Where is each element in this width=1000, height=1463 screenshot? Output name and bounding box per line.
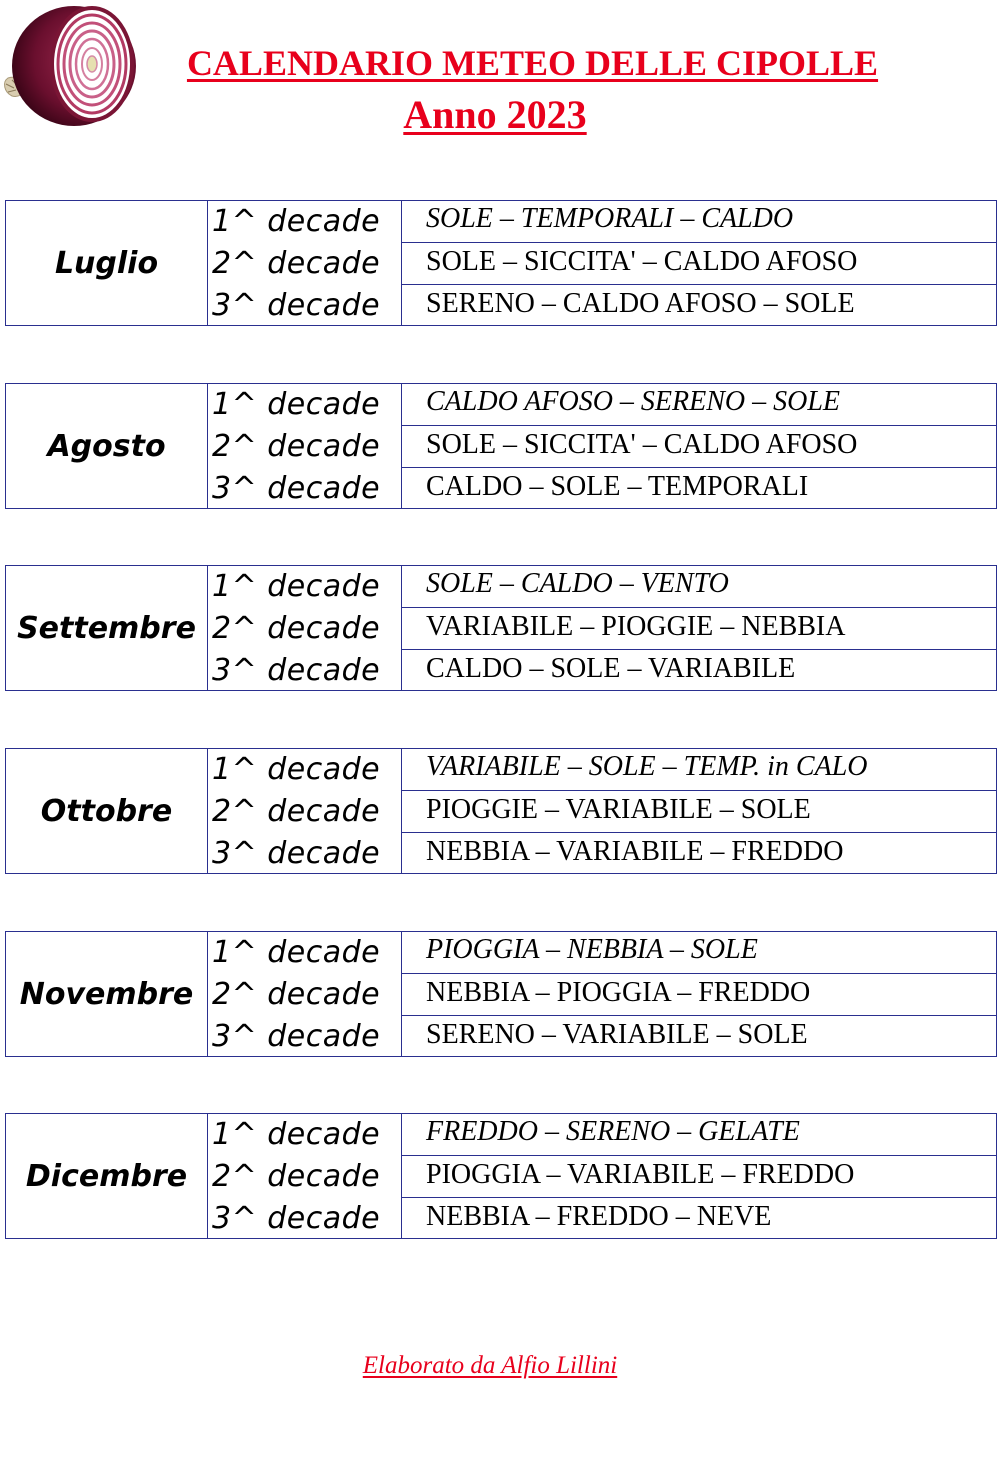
weather-row — [402, 791, 996, 833]
weather-row — [402, 426, 996, 468]
decade-label: 2^ decade — [212, 794, 381, 829]
weather-row — [402, 833, 996, 875]
weather-text: PIOGGIE – VARIABILE – SOLE — [426, 794, 811, 825]
decade-label: 2^ decade — [212, 429, 381, 464]
decade-column — [208, 201, 402, 325]
month-name: Novembre — [6, 932, 208, 1056]
weather-row — [402, 1114, 996, 1156]
red-onion-icon — [0, 0, 140, 135]
decade-label: 3^ decade — [212, 471, 381, 506]
page-title: CALENDARIO METEO DELLE CIPOLLE — [186, 43, 879, 83]
decade-label: 3^ decade — [212, 1201, 381, 1236]
month-table-luglio — [5, 200, 997, 326]
month-table-agosto — [5, 383, 997, 509]
weather-row — [402, 566, 996, 608]
decade-label: 1^ decade — [212, 387, 381, 422]
weather-text: SOLE – CALDO – VENTO — [426, 568, 729, 599]
decade-label: 3^ decade — [212, 836, 381, 871]
weather-text: CALDO AFOSO – SERENO – SOLE — [426, 386, 841, 417]
weather-row — [402, 749, 996, 791]
weather-row — [402, 285, 996, 327]
weather-row — [402, 1156, 996, 1198]
month-name: Settembre — [6, 566, 208, 690]
weather-text: SOLE – TEMPORALI – CALDO — [426, 203, 794, 234]
decade-label: 1^ decade — [212, 569, 381, 604]
weather-row — [402, 608, 996, 650]
weather-text: CALDO – SOLE – TEMPORALI — [426, 471, 809, 502]
weather-text: PIOGGIA – NEBBIA – SOLE — [426, 934, 758, 965]
weather-row — [402, 974, 996, 1016]
month-table-settembre — [5, 565, 997, 691]
month-table-ottobre — [5, 748, 997, 874]
month-name: Ottobre — [6, 749, 208, 873]
decade-column — [208, 932, 402, 1056]
weather-text: SERENO – VARIABILE – SOLE — [426, 1019, 808, 1050]
decade-label: 3^ decade — [212, 288, 381, 323]
decade-label: 2^ decade — [212, 1159, 381, 1194]
weather-text: SOLE – SICCITA' – CALDO AFOSO — [426, 246, 858, 277]
decade-label: 1^ decade — [212, 935, 381, 970]
decade-label: 2^ decade — [212, 611, 381, 646]
decade-label: 2^ decade — [212, 977, 381, 1012]
weather-text: VARIABILE – PIOGGIE – NEBBIA — [426, 611, 846, 642]
weather-row — [402, 932, 996, 974]
page-subtitle: Anno 2023 — [403, 92, 587, 137]
weather-text: SOLE – SICCITA' – CALDO AFOSO — [426, 429, 858, 460]
weather-row — [402, 384, 996, 426]
decade-column — [208, 384, 402, 508]
decade-label: 2^ decade — [212, 246, 381, 281]
month-name: Agosto — [6, 384, 208, 508]
decade-column — [208, 749, 402, 873]
decade-column — [208, 566, 402, 690]
weather-row — [402, 243, 996, 285]
month-name: Dicembre — [6, 1114, 208, 1238]
weather-text: SERENO – CALDO AFOSO – SOLE — [426, 288, 855, 319]
decade-column — [208, 1114, 402, 1238]
weather-row — [402, 201, 996, 243]
weather-row — [402, 650, 996, 692]
decade-label: 1^ decade — [212, 1117, 381, 1152]
weather-row — [402, 1198, 996, 1240]
weather-text: NEBBIA – PIOGGIA – FREDDO — [426, 977, 811, 1008]
decade-label: 1^ decade — [212, 204, 381, 239]
weather-text: PIOGGIA – VARIABILE – FREDDO — [426, 1159, 855, 1190]
weather-row — [402, 468, 996, 510]
month-name: Luglio — [6, 201, 208, 325]
weather-text: NEBBIA – VARIABILE – FREDDO — [426, 836, 844, 867]
weather-text: CALDO – SOLE – VARIABILE — [426, 653, 796, 684]
decade-label: 3^ decade — [212, 1019, 381, 1054]
weather-text: FREDDO – SERENO – GELATE — [426, 1116, 800, 1147]
month-table-dicembre — [5, 1113, 997, 1239]
decade-label: 1^ decade — [212, 752, 381, 787]
weather-row — [402, 1016, 996, 1058]
month-table-novembre — [5, 931, 997, 1057]
author-credit: Elaborato da Alfio Lillini — [362, 1352, 618, 1379]
weather-text: VARIABILE – SOLE – TEMP. in CALO — [426, 751, 868, 782]
decade-label: 3^ decade — [212, 653, 381, 688]
weather-text: NEBBIA – FREDDO – NEVE — [426, 1201, 772, 1232]
